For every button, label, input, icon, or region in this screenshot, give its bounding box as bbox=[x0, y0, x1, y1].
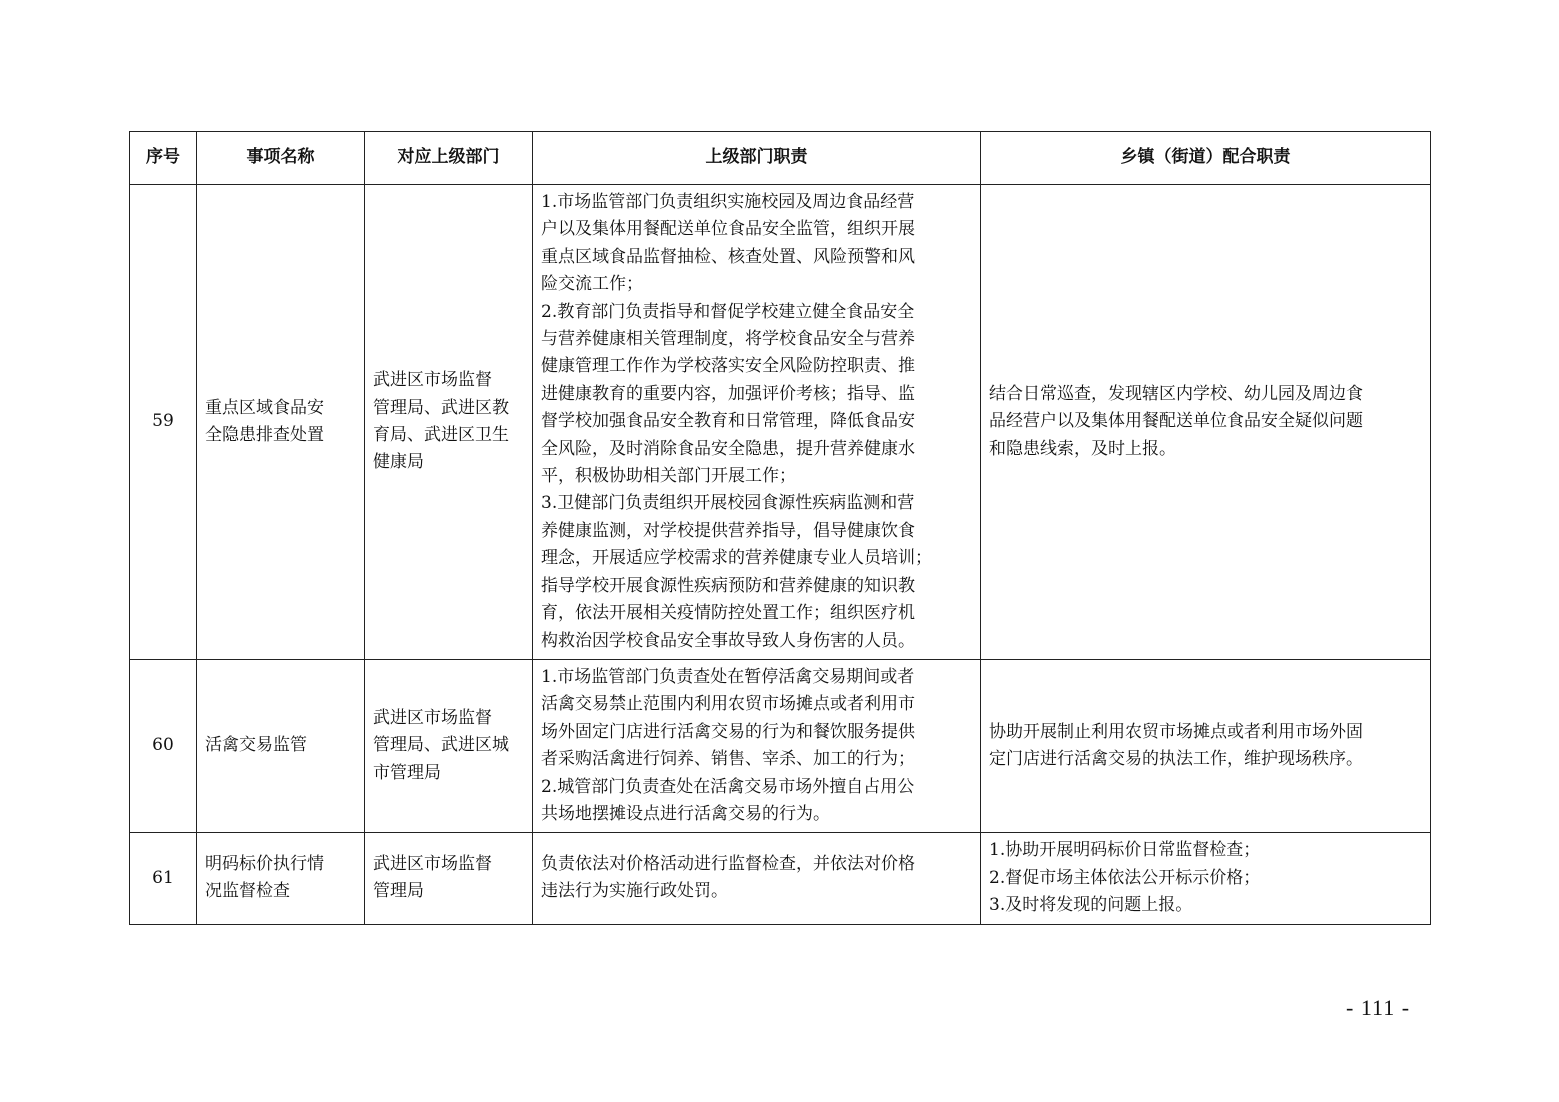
duty-line: 1.市场监管部门负责组织实施校园及周边食品经营 bbox=[541, 192, 915, 212]
duty-line: 重点区域食品监督抽检、核查处置、风险预警和风 bbox=[541, 246, 915, 267]
row-duty bbox=[533, 185, 981, 660]
duty-line: 险交流工作； bbox=[541, 274, 643, 295]
row-name bbox=[197, 659, 365, 832]
duty-line: 者采购活禽进行饲养、销售、宰杀、加工的行为； bbox=[541, 749, 915, 770]
duty-line: 户以及集体用餐配送单位食品安全监管，组织开展 bbox=[541, 219, 915, 240]
duty-line: 健康管理工作作为学校落实安全风险防控职责、推 bbox=[541, 356, 915, 377]
dept-line: 武进区市场监督 bbox=[373, 708, 492, 729]
row-coop bbox=[981, 833, 1431, 924]
duty-line: 养健康监测，对学校提供营养指导，倡导健康饮食 bbox=[541, 520, 915, 541]
name-line: 重点区域食品安 bbox=[205, 397, 324, 418]
row-seq: 59 bbox=[130, 185, 197, 660]
coop-line: 协助开展制止利用农贸市场摊点或者利用市场外固 bbox=[989, 721, 1363, 742]
duty-line: 全风险，及时消除食品安全隐患，提升营养健康水 bbox=[541, 438, 915, 459]
dept-line: 管理局 bbox=[373, 881, 424, 902]
row-coop bbox=[981, 659, 1431, 832]
header-dept: 对应上级部门 bbox=[365, 132, 533, 185]
dept-line: 市管理局 bbox=[373, 762, 441, 783]
name-line: 全隐患排查处置 bbox=[205, 424, 324, 445]
row-name bbox=[197, 833, 365, 924]
dept-line: 武进区市场监督 bbox=[373, 370, 492, 391]
duty-line: 1.市场监管部门负责查处在暂停活禽交易期间或者 bbox=[541, 666, 915, 687]
duty-line: 场外固定门店进行活禽交易的行为和餐饮服务提供 bbox=[541, 721, 915, 742]
duty-line: 构救治因学校食品安全事故导致人身伤害的人员。 bbox=[541, 630, 915, 651]
duty-line: 活禽交易禁止范围内利用农贸市场摊点或者利用市 bbox=[541, 694, 915, 715]
duty-line: 督学校加强食品安全教育和日常管理，降低食品安 bbox=[541, 411, 915, 432]
row-duty bbox=[533, 833, 981, 924]
duty-line: 育，依法开展相关疫情防控处置工作；组织医疗机 bbox=[541, 603, 915, 624]
responsibility-table bbox=[129, 131, 1431, 925]
row-duty bbox=[533, 659, 981, 832]
row-name bbox=[197, 185, 365, 660]
duty-line: 共场地摆摊设点进行活禽交易的行为。 bbox=[541, 803, 830, 824]
table-header-row bbox=[130, 132, 1431, 185]
row-coop bbox=[981, 185, 1431, 660]
dept-line: 管理局、武进区城 bbox=[373, 735, 509, 756]
row-dept bbox=[365, 185, 533, 660]
coop-line: 2.督促市场主体依法公开标示价格； bbox=[989, 867, 1261, 888]
coop-line: 定门店进行活禽交易的执法工作，维护现场秩序。 bbox=[989, 749, 1363, 770]
table-row bbox=[130, 833, 1431, 924]
duty-line: 2.城管部门负责查处在活禽交易市场外擅自占用公 bbox=[541, 776, 915, 797]
coop-line: 品经营户以及集体用餐配送单位食品安全疑似问题 bbox=[989, 411, 1363, 432]
duty-line: 违法行为实施行政处罚。 bbox=[541, 881, 728, 902]
header-duty: 上级部门职责 bbox=[533, 132, 981, 185]
duty-line: 进健康教育的重要内容，加强评价考核；指导、监 bbox=[541, 383, 915, 404]
dept-line: 武进区市场监督 bbox=[373, 854, 492, 875]
page-number: - 111 - bbox=[1346, 995, 1411, 1020]
coop-line: 1.协助开展明码标价日常监督检查； bbox=[989, 840, 1261, 861]
header-item-name: 事项名称 bbox=[197, 132, 365, 185]
duty-line: 理念，开展适应学校需求的营养健康专业人员培训； bbox=[541, 548, 932, 569]
name-line: 活禽交易监管 bbox=[205, 735, 307, 756]
row-dept bbox=[365, 833, 533, 924]
name-line: 明码标价执行情 bbox=[205, 854, 324, 875]
dept-line: 育局、武进区卫生 bbox=[373, 424, 509, 445]
coop-line: 和隐患线索，及时上报。 bbox=[989, 438, 1176, 459]
row-dept bbox=[365, 659, 533, 832]
row-seq: 61 bbox=[130, 833, 197, 924]
duty-line: 指导学校开展食源性疾病预防和营养健康的知识教 bbox=[541, 575, 915, 596]
table-row bbox=[130, 659, 1431, 832]
header-seq: 序号 bbox=[130, 132, 197, 185]
duty-line: 平，积极协助相关部门开展工作； bbox=[541, 466, 796, 487]
duty-line: 2.教育部门负责指导和督促学校建立健全食品安全 bbox=[541, 301, 915, 322]
duty-line: 3.卫健部门负责组织开展校园食源性疾病监测和营 bbox=[541, 493, 915, 514]
name-line: 况监督检查 bbox=[205, 881, 290, 902]
table-row bbox=[130, 185, 1431, 660]
header-coop: 乡镇（街道）配合职责 bbox=[981, 132, 1431, 185]
coop-line: 结合日常巡查，发现辖区内学校、幼儿园及周边食 bbox=[989, 383, 1363, 404]
coop-line: 3.及时将发现的问题上报。 bbox=[989, 895, 1193, 916]
row-seq: 60 bbox=[130, 659, 197, 832]
duty-line: 与营养健康相关管理制度，将学校食品安全与营养 bbox=[541, 329, 915, 350]
duty-line: 负责依法对价格活动进行监督检查，并依法对价格 bbox=[541, 854, 915, 875]
dept-line: 健康局 bbox=[373, 452, 424, 473]
dept-line: 管理局、武进区教 bbox=[373, 397, 509, 418]
